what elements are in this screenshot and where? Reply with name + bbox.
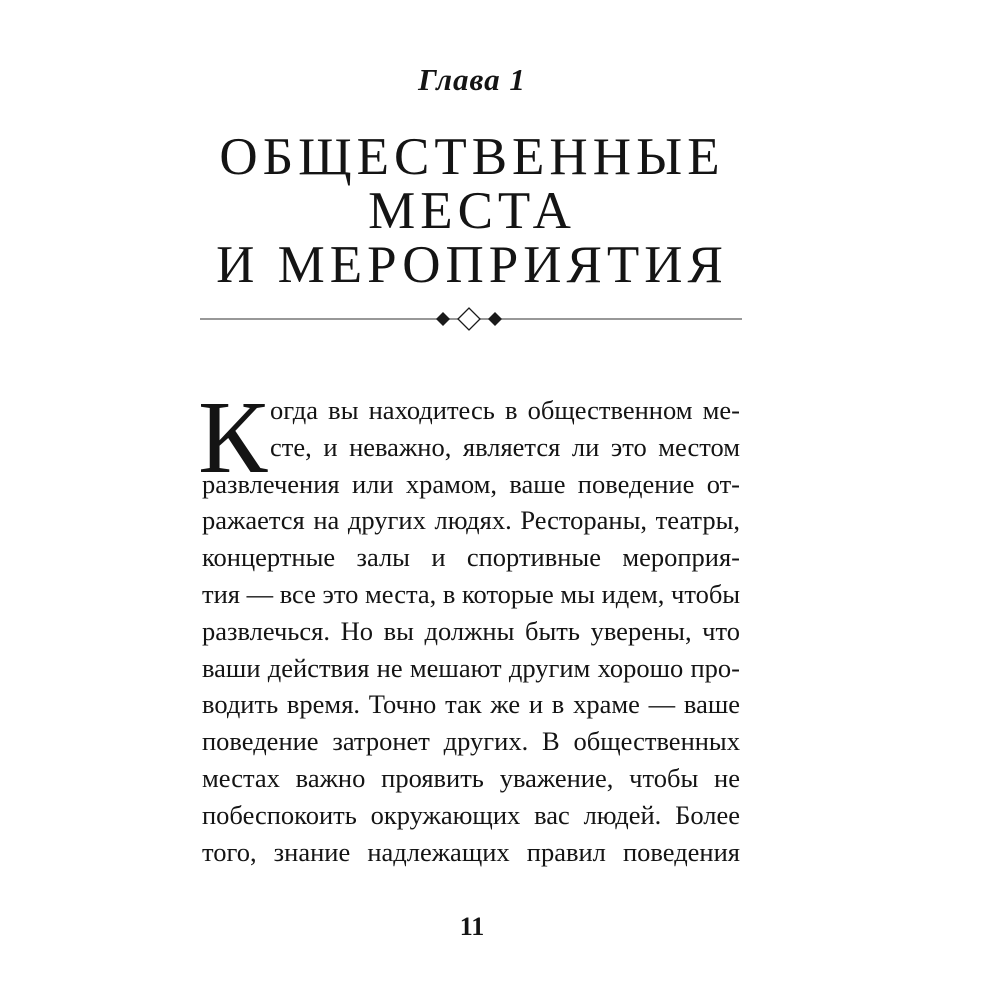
chapter-title-line: ОБЩЕСТВЕННЫЕ	[219, 128, 725, 186]
diamond-divider-icon	[200, 305, 742, 335]
text-line: тия — все это места, в которые мы идем, чтобы	[202, 578, 741, 609]
text-line: местах важно проявить уважение, чтобы не	[202, 762, 740, 793]
text-line: поведение затронет других. В общественных	[202, 726, 740, 757]
text-line: сте, и неважно, является ли это местом	[270, 431, 740, 462]
drop-cap: К	[198, 380, 268, 495]
body-paragraph	[198, 380, 741, 870]
text-line: огда вы находитесь в общественном ме-	[270, 395, 740, 425]
text-line: развлечения или храмом, ваше поведение от-	[202, 468, 740, 499]
text-line: концертные залы и спортивные мероприя-	[202, 542, 740, 573]
text-line: того, знание надлежащих правил поведения	[202, 836, 740, 867]
chapter-title-line: МЕСТА	[368, 182, 576, 240]
page-number: 11	[459, 912, 485, 941]
text-line: ражается на других людях. Рестораны, театры,	[202, 505, 740, 536]
chapter-title	[0, 130, 944, 292]
text-line: водить время. Точно так же и в храме — ваше	[202, 689, 740, 720]
chapter-title-line: И МЕРОПРИЯТИЯ	[216, 236, 728, 294]
text-line: побеспокоить окружающих вас людей. Более	[202, 799, 740, 830]
text-line: ваши действия не мешают другим хорошо про-	[202, 652, 740, 683]
chapter-label: Глава 1	[418, 62, 526, 97]
text-line: развлечься. Но вы должны быть уверены, что	[202, 615, 740, 646]
